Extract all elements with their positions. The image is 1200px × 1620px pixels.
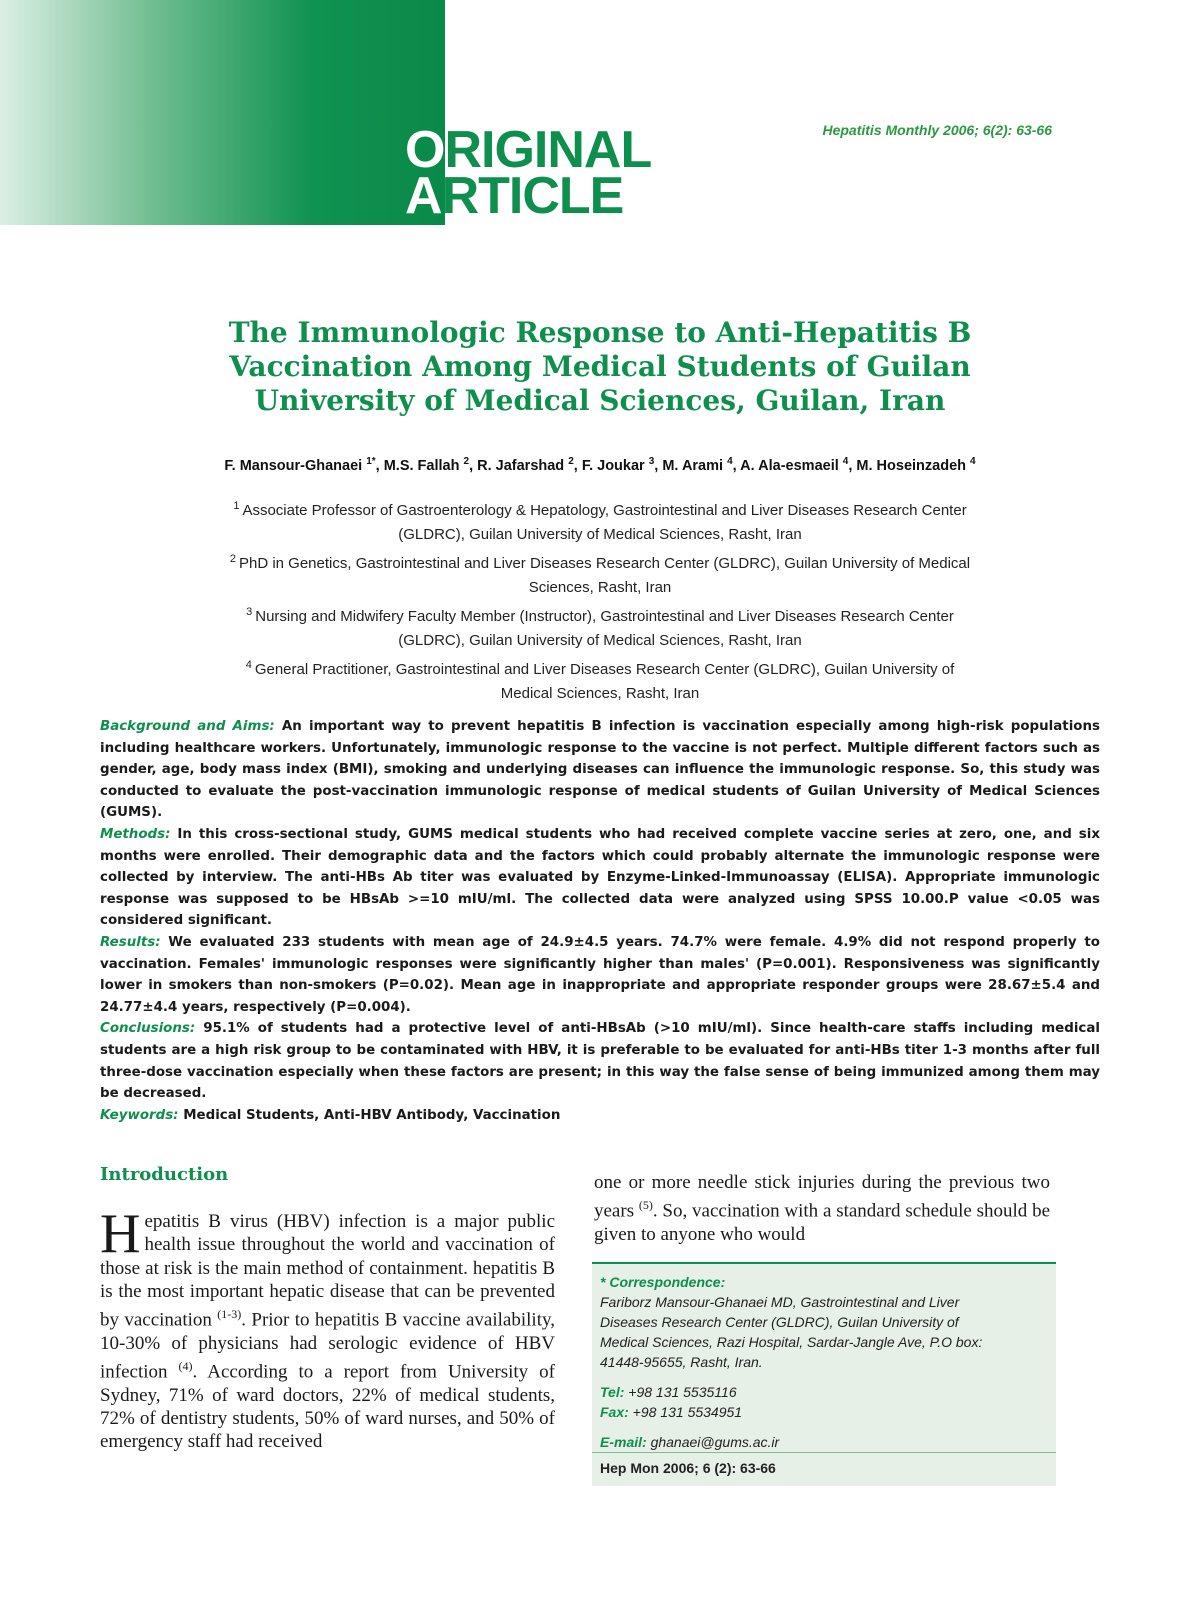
correspondence-box (592, 1262, 1056, 1486)
title-line: The Immunologic Response to Anti-Hepatitis B (228, 316, 972, 349)
citation: (5) (638, 1198, 653, 1213)
author: M.S. Fallah $^2$ (383, 456, 470, 474)
original-word: ORIGINAL (405, 121, 652, 179)
journal-reference: Hepatitis Monthly 2006; 6(2): 63-66 (822, 122, 1052, 138)
affiliation: $^4$ General Practitioner, Gastrointestinal and Liver Diseases Research Center (GLDRC), Guilan University of Medical Sciences, Rasht, Iran (245, 659, 955, 702)
email-line: E-mail: ghanaei@gums.ac.ir (600, 1434, 780, 1450)
correspondence-line: Medical Sciences, Razi Hospital, Sardar-Jangle Ave, P.O box: (600, 1334, 983, 1350)
author-list: F. Mansour-Ghanaei $^{1*}$, M.S. Fallah $^2$, R. Jafarshad $^2$, F. Joukar $^3$, M. Arami $^4$, A. Ala-esmaeil $^4$, M. Hoseinzadeh $^4$ (224, 456, 976, 474)
abstract-background: Background and Aims: An important way to prevent hepatitis B infection is vaccination especially among high-risk populations including healthcare workers. Unfortunately, immunologic response to the vaccine is not perfect. Multiple different factors such as gender, age, body mass index (BMI), smoking and underlying diseases can influence the immunologic response. So, this study was conducted to evaluate the post-vaccination immunologic response of medical students of Guilan University of Medical Sciences (GUMS). (100, 719, 1100, 821)
abstract-methods: Methods: In this cross-sectional study, GUMS medical students who had received complete vaccine series at zero, one, and six months were enrolled. Their demographic data and the factors which could probably alternate the immunologic response were collected by interview. The anti-HBs Ab titer was evaluated by Enzyme-Linked-Immunoassay (ELISA). Appropriate immunologic response was supposed to be HBsAb >=10 mIU/ml. The collected data were analyzed using SPSS 10.00.P value <0.05 was considered significant. (100, 826, 1100, 929)
fax-line: Fax: +98 131 5534951 (600, 1404, 743, 1420)
author: R. Jafarshad $^2$ (477, 456, 574, 474)
affiliations (110, 494, 1090, 706)
abstract-results: Results: We evaluated 233 students with mean age of 24.9±4.5 years. 74.7% were female. 4.9% did not respond properly to vaccination. Females' immunologic responses were significantly higher than males' (P=0.001). Responsiveness was significantly lower in smokers than non-smokers (P=0.02). Mean age in inappropriate and appropriate responder groups were 28.67±5.4 and 24.77±4.4 years, respectively (P=0.004). (100, 934, 1100, 1015)
affiliation: $^3$ Nursing and Midwifery Faculty Member (Instructor), Gastrointestinal and Liver Diseases Research Center (GLDRC), Guilan University of Medical Sciences, Rasht, Iran (246, 606, 954, 649)
author: M. Arami $^4$ (662, 456, 733, 474)
citation: (4) (178, 1359, 193, 1374)
correspondence-line: 41448-95655, Rasht, Iran. (600, 1354, 763, 1370)
affiliation: $^1$ Associate Professor of Gastroenterology & Hepatology, Gastrointestinal and Liver Diseases Research Center (GLDRC), Guilan University of Medical Sciences, Rasht, Iran (233, 500, 967, 543)
author: F. Mansour-Ghanaei $^{1*}$ (224, 456, 376, 474)
email-link[interactable]: ghanaei@gums.ac.ir (646, 1434, 780, 1450)
title-line: Vaccination Among Medical Students of Guilan (229, 350, 971, 383)
correspondence-line: Fariborz Mansour-Ghanaei MD, Gastrointestinal and Liver (600, 1294, 960, 1310)
intro-left-column: Hepatitis B virus (HBV) infection is a major public health issue throughout the world and vaccination of those at risk is the main method of containment. hepatitis B is the most important hepatic disease that can be prevented by vaccination $^{(1-3)}$. Prior to hepatitis B vaccine availability, 10-30% of physicians had serologic evidence of HBV infection $^{(4)}$. According to a report from University of Sydney, 71% of ward doctors, 22% of medical students, 72% of dentistry students, 50% of ward nurses, and 50% of emergency staff had received (100, 1203, 556, 1453)
title-line: University of Medical Sciences, Guilan, Iran (254, 384, 946, 417)
citation: (1-3) (217, 1307, 242, 1322)
abstract (100, 716, 1100, 1126)
correspondence-line: Diseases Research Center (GLDRC), Guilan University of (600, 1314, 959, 1330)
article-word: ARTICLE (405, 167, 624, 225)
author: A. Ala-esmaeil $^4$ (740, 456, 849, 474)
author: M. Hoseinzadeh $^4$ (856, 456, 976, 474)
author: F. Joukar $^3$ (581, 456, 655, 474)
drop-cap: H (100, 1203, 141, 1265)
correspondence-label: * Correspondence: (600, 1274, 726, 1290)
abstract-conclusions: Conclusions: 95.1% of students had a protective level of anti-HBsAb (>10 mIU/ml). Since health-care staffs including medical students are a high risk group to be contaminated with HBV, it is preferable to be evaluated for anti-HBs titer 1-3 months after full three-dose vaccination especially when these factors are present; in this way the false sense of being immunized among them may be decreased. (100, 1021, 1100, 1102)
article-title (110, 316, 1090, 418)
header-banner (0, 0, 445, 225)
abstract-keywords: Keywords: Medical Students, Anti-HBV Antibody, Vaccination (100, 1107, 561, 1123)
correspondence-footer: Hep Mon 2006; 6 (2): 63-66 (592, 1452, 1056, 1486)
intro-right-column: one or more needle stick injuries during the previous two years $^{(5)}$. So, vaccination with a standard schedule should be given to anyone who would (594, 1172, 1051, 1245)
affiliation: $^2$ PhD in Genetics, Gastrointestinal and Liver Diseases Research Center (GLDRC), Guilan University of Medical Sciences, Rasht, Iran (229, 553, 971, 596)
introduction-heading: Introduction (100, 1164, 229, 1185)
tel-line: Tel: +98 131 5535116 (600, 1384, 737, 1400)
